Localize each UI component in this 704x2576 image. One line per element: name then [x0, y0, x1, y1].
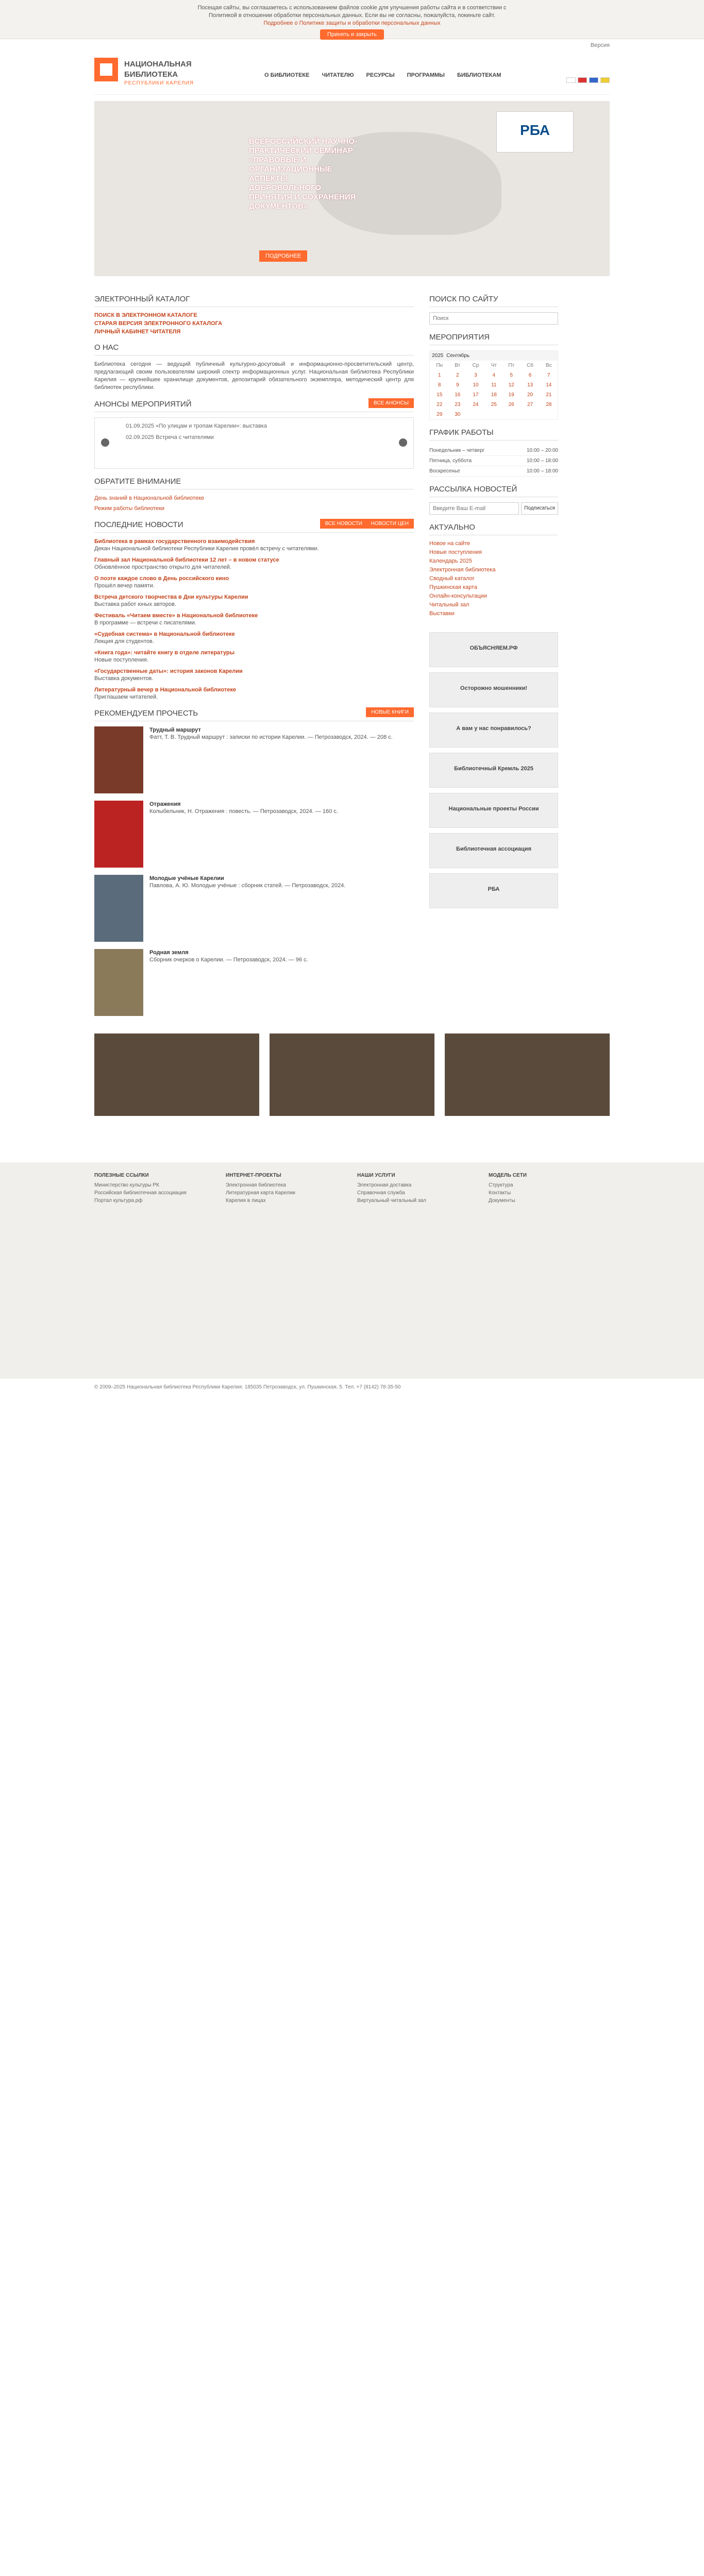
footer-link[interactable]: Электронная библиотека	[226, 1182, 286, 1188]
book-title[interactable]: Родная земля	[149, 950, 189, 956]
calendar-day[interactable]: 15	[437, 392, 443, 398]
cookie-accept-button[interactable]: Принять и закрыть	[320, 29, 384, 40]
calendar-day[interactable]	[485, 410, 502, 419]
attention-link[interactable]: День знаний в Национальной библиотеке	[94, 495, 205, 501]
calendar-day[interactable]: 26	[508, 402, 514, 408]
schedule-hours: 10:00 – 20:00	[526, 448, 558, 453]
news-item	[94, 538, 414, 552]
schedule-days: Понедельник – четверг	[429, 448, 485, 453]
news-text: Приглашаем читателей.	[94, 694, 158, 700]
calendar-day[interactable]: 1	[438, 372, 441, 378]
banner-item[interactable]: А вам у нас понравилось?	[429, 713, 558, 748]
news-text: Декан Национальной библиотеки Республики Карелия провёл встречу с читателями.	[94, 546, 319, 552]
footer-heading: НАШИ УСЛУГИ	[357, 1173, 395, 1178]
news-link[interactable]: Главный зал Национальной библиотеки 12 лет – в новом статусе	[94, 557, 279, 563]
bottom-gallery	[94, 1033, 610, 1122]
anons-title	[94, 400, 414, 412]
recommend-title-text: РЕКОМЕНДУЕМ ПРОЧЕСТЬ	[94, 709, 198, 718]
news-link[interactable]: Фестиваль «Читаем вместе» в Национальной библиотеке	[94, 613, 258, 619]
slider-text: ВСЕРОССИЙСКИЙ НАУЧНО-ПРАКТИЧЕСКИЙ СЕМИНАР «ПРАВОВЫЕ И ОРГАНИЗАЦИОННЫЕ АСПЕКТЫ ДОБРОВОЛЬНОГО ПРИНЯТИЯ И СОХРАНЕНИЯ ДОКУМЕНТОВ»	[249, 137, 357, 211]
calendar-day[interactable]: 6	[528, 372, 532, 378]
actual-link[interactable]: Электронная библиотека	[429, 567, 496, 573]
weekday-label: Вс	[545, 363, 552, 368]
flag-icon[interactable]	[578, 77, 587, 83]
book-text: Фатт, Т. В. Трудный маршрут : записки по истории Карелии. — Петрозаводск, 2024. — 208 с.	[149, 734, 393, 740]
footer-link[interactable]: Контакты	[489, 1190, 511, 1196]
menu-item-resources[interactable]: РЕСУРСЫ	[366, 72, 395, 78]
menu-item-programs[interactable]: ПРОГРАММЫ	[407, 72, 445, 78]
book-title[interactable]: Отражения	[149, 801, 181, 807]
news-text: Выставка работ юных авторов.	[94, 601, 177, 607]
banner-item[interactable]: Осторожно мошенники!	[429, 672, 558, 707]
news-link[interactable]: «Судебная система» в Национальной библиотеке	[94, 631, 235, 637]
book-title[interactable]: Молодые учёные Карелии	[149, 875, 224, 882]
footer-column	[489, 1173, 610, 1368]
weekday-label: Сб	[527, 363, 534, 368]
footer-column	[94, 1173, 215, 1368]
news-list	[94, 538, 414, 701]
actual-link[interactable]: Новые поступления	[429, 549, 482, 555]
actual-list	[429, 540, 558, 617]
rba-logo: РБА	[496, 111, 574, 152]
main-menu	[264, 72, 501, 78]
footer-heading: ИНТЕРНЕТ-ПРОЕКТЫ	[226, 1173, 281, 1178]
main-column	[94, 286, 414, 1023]
version-link[interactable]: Версия	[590, 42, 610, 48]
search-title: ПОИСК ПО САЙТУ	[429, 295, 558, 307]
copyright: © 2009–2025 Национальная библиотека Республики Карелия. 185035 Петрозаводск, ул. Пушкинская, 5. Тел. +7 (8142) 78-35-50	[94, 1384, 401, 1390]
weekday-label: Чт	[491, 363, 497, 368]
cookie-text: Посещая сайты, вы соглашаетесь с использованием файлов cookie для улучшения работы сайта и в соответствии с Политикой в отношении обработки персональных данных. Если вы не согласны, пожалуйста, покиньте сайт.	[197, 5, 507, 19]
news-link[interactable]: «Государственные даты»: история законов Карелии	[94, 668, 243, 674]
calendar-day[interactable]: 12	[508, 382, 514, 388]
news-link[interactable]: «Книга года»: читайте книгу в отделе литературы	[94, 650, 235, 656]
calendar-day[interactable]: 11	[491, 382, 497, 388]
calendar-year[interactable]: 2025	[432, 353, 444, 359]
actual-link[interactable]: Сводный каталог	[429, 575, 475, 582]
news-text: В программе — встречи с писателями.	[94, 620, 197, 626]
footer-link[interactable]: Карелия в лицах	[226, 1198, 266, 1204]
calendar-day[interactable]: 23	[455, 402, 461, 408]
news-item	[94, 594, 414, 608]
news-text: Новые поступления.	[94, 657, 148, 663]
actual-link[interactable]: Читальный зал	[429, 602, 470, 608]
menu-item-reader[interactable]: ЧИТАТЕЛЮ	[322, 72, 354, 78]
book-info	[149, 949, 308, 1016]
logo-title: НАЦИОНАЛЬНАЯ	[124, 60, 192, 69]
weekday-label: Пн	[436, 363, 443, 368]
footer-link[interactable]: Документы	[489, 1198, 515, 1204]
calendar-day[interactable]: 9	[456, 382, 459, 388]
site-header	[94, 50, 610, 95]
calendar-day[interactable]: 28	[546, 402, 552, 408]
calendar-day[interactable]: 8	[438, 382, 441, 388]
schedule-title: ГРАФИК РАБОТЫ	[429, 428, 558, 440]
news-link[interactable]: Встреча детского творчества в Дни культуры Карелии	[94, 594, 248, 600]
hero-slider[interactable]	[94, 101, 610, 276]
book-info	[149, 726, 393, 793]
actual-title: АКТУАЛЬНО	[429, 523, 558, 535]
calendar-day[interactable]	[540, 410, 558, 419]
calendar-month[interactable]: Сентябрь	[446, 353, 470, 359]
calendar-day[interactable]: 5	[510, 372, 513, 378]
banner-item[interactable]: РБА	[429, 873, 558, 908]
banner-item[interactable]: Национальные проекты России	[429, 793, 558, 828]
subscribe-button[interactable]: Подписаться	[521, 502, 558, 515]
news-link[interactable]: О поэте каждое слово в День российского кино	[94, 575, 229, 582]
actual-link[interactable]: Выставки	[429, 611, 455, 617]
news-link[interactable]: Литературный вечер в Национальной библиотеке	[94, 687, 236, 693]
footer-link[interactable]: Виртуальный читальный зал	[357, 1198, 426, 1204]
flag-icon[interactable]	[566, 77, 576, 83]
news-item	[94, 649, 414, 664]
gallery-item[interactable]: Собрание редких книг	[94, 1033, 259, 1116]
slider-more-button[interactable]: ПОДРОБНЕЕ	[259, 250, 307, 262]
book-cover[interactable]	[94, 875, 143, 942]
calendar-day[interactable]: 14	[546, 382, 552, 388]
schedule-row	[429, 446, 558, 456]
news-cen-button[interactable]: НОВОСТИ ЦЕН	[366, 519, 414, 529]
catalog-title: ЭЛЕКТРОННЫЙ КАТАЛОГ	[94, 295, 414, 307]
email-field[interactable]	[429, 502, 519, 515]
calendar-day[interactable]: 13	[527, 382, 533, 388]
calendar-day[interactable]: 16	[455, 392, 461, 398]
calendar-day[interactable]	[466, 410, 485, 419]
all-anons-button[interactable]: ВСЕ АНОНСЫ	[368, 398, 414, 408]
flag-icon[interactable]	[589, 77, 598, 83]
attention-link[interactable]: Режим работы библиотеки	[94, 505, 165, 512]
schedule-table	[429, 446, 558, 477]
book-item	[94, 875, 414, 942]
recommend-title	[94, 709, 414, 721]
calendar-day[interactable]: 22	[437, 402, 443, 408]
calendar-day[interactable]: 17	[473, 392, 479, 398]
all-news-button[interactable]: ВСЕ НОВОСТИ	[320, 519, 367, 529]
weekday-label: Пт	[508, 363, 515, 368]
calendar-day[interactable]: 7	[547, 372, 550, 378]
book-title[interactable]: Трудный маршрут	[149, 727, 201, 733]
news-text: Обновлённое пространство открыто для читателей.	[94, 564, 231, 570]
news-title-text: ПОСЛЕДНИЕ НОВОСТИ	[94, 520, 183, 529]
catalog-link[interactable]: СТАРАЯ ВЕРСИЯ ЭЛЕКТРОННОГО КАТАЛОГА	[94, 320, 223, 327]
about-title: О НАС	[94, 343, 414, 355]
footer-link[interactable]: Структура	[489, 1182, 513, 1188]
news-item	[94, 575, 414, 589]
schedule-row	[429, 466, 558, 477]
book-text: Сборник очерков о Карелии. — Петрозаводск, 2024. — 96 с.	[149, 957, 308, 963]
site-logo[interactable]	[94, 58, 259, 87]
actual-link[interactable]: Пушкинская карта	[429, 584, 478, 590]
anons-item[interactable]: 01.09.2025 «По улицам и тропам Карелии»: выставка	[126, 423, 267, 429]
footer-link[interactable]: Справочная служба	[357, 1190, 405, 1196]
anons-item[interactable]: 02.09.2025 Встреча с читателями	[126, 434, 214, 440]
schedule-days: Воскресенье	[429, 468, 460, 474]
schedule-hours: 10:00 – 18:00	[526, 458, 558, 464]
weekday-label: Вт	[455, 363, 461, 368]
anons-title-text: АНОНСЫ МЕРОПРИЯТИЙ	[94, 400, 192, 409]
banner-item[interactable]: Библиотечная ассоциация	[429, 833, 558, 868]
calendar-day[interactable]	[521, 410, 540, 419]
banner-item[interactable]: Библиотечный Кремль 2025	[429, 753, 558, 788]
book-cover[interactable]	[94, 949, 143, 1016]
events-calendar	[429, 350, 558, 420]
footer-heading: ПОЛЕЗНЫЕ ССЫЛКИ	[94, 1173, 149, 1178]
calendar-day[interactable]: 2	[456, 372, 459, 378]
schedule-days: Пятница, суббота	[429, 458, 472, 464]
schedule-row	[429, 456, 558, 466]
language-flags	[566, 77, 610, 83]
footer-link[interactable]: Портал культура.рф	[94, 1198, 143, 1204]
calendar-day[interactable]: 25	[491, 402, 497, 408]
banner-list	[429, 632, 558, 908]
news-text: Лекция для студентов.	[94, 638, 154, 645]
catalog-link[interactable]: ПОИСК В ЭЛЕКТРОННОМ КАТАЛОГЕ	[94, 312, 197, 318]
flag-icon[interactable]	[600, 77, 610, 83]
calendar-day[interactable]: 3	[474, 372, 477, 378]
schedule-hours: 10:00 – 18:00	[526, 468, 558, 474]
calendar-day[interactable]: 19	[508, 392, 514, 398]
about-text: Библиотека сегодня — ведущий публичный культурно-досуговый и информационно-просветительский центр, предлагающий своим пользователям широкий спектр информационных услуг. Национальная библиотека Республики Карелия — крупнейшее хранилище документов, депозитарий обязательного экземпляра, методический центр для библиотек республики.	[94, 361, 414, 391]
menu-item-about[interactable]: О БИБЛИОТЕКЕ	[264, 72, 310, 78]
attention-title: ОБРАТИТЕ ВНИМАНИЕ	[94, 477, 414, 489]
calendar-day[interactable]: 18	[491, 392, 497, 398]
calendar-day[interactable]: 30	[455, 412, 461, 417]
news-text: Прошёл вечер памяти.	[94, 583, 155, 589]
calendar-day[interactable]: 24	[473, 402, 479, 408]
footer-link[interactable]: Российская библиотечная ассоциация	[94, 1190, 187, 1196]
news-item	[94, 612, 414, 626]
calendar-day[interactable]: 20	[527, 392, 533, 398]
new-books-button[interactable]: НОВЫЕ КНИГИ	[366, 707, 414, 717]
calendar-day[interactable]: 21	[546, 392, 552, 398]
gallery-item[interactable]: Электронная библиотека	[270, 1033, 434, 1116]
book-text: Павлова, А. Ю. Молодые учёные : сборник статей. — Петрозаводск, 2024.	[149, 883, 346, 889]
search-input[interactable]	[429, 312, 558, 325]
catalog-link[interactable]: ЛИЧНЫЙ КАБИНЕТ ЧИТАТЕЛЯ	[94, 329, 181, 335]
actual-link[interactable]: Календарь 2025	[429, 558, 473, 564]
calendar-day[interactable]: 27	[527, 402, 533, 408]
arrow-right-icon[interactable]	[399, 438, 407, 447]
calendar-day[interactable]: 4	[492, 372, 496, 378]
news-link[interactable]: Библиотека в рамках государственного взаимодействия	[94, 538, 255, 545]
news-title	[94, 520, 414, 533]
news-text: Выставка документов.	[94, 675, 154, 682]
arrow-left-icon[interactable]	[101, 438, 109, 447]
news-item	[94, 686, 414, 701]
cookie-banner	[0, 0, 704, 39]
book-text: Колыбельник, Н. Отражения : повесть. — Петрозаводск, 2024. — 160 с.	[149, 808, 338, 815]
book-item	[94, 726, 414, 793]
gallery-item[interactable]: Коллекция редких изданий	[445, 1033, 610, 1116]
footer-column	[357, 1173, 478, 1368]
book-info	[149, 801, 338, 868]
news-item	[94, 631, 414, 645]
banner-item[interactable]: ОБЪЯСНЯЕМ.РФ	[429, 632, 558, 667]
footer-heading: МОДЕЛЬ СЕТИ	[489, 1173, 527, 1178]
calendar-day[interactable]: 10	[473, 382, 479, 388]
book-list	[94, 726, 414, 1016]
events-title: МЕРОПРИЯТИЯ	[429, 333, 558, 345]
logo-icon	[94, 58, 118, 81]
calendar-day[interactable]: 29	[437, 412, 443, 417]
subscribe-title: РАССЫЛКА НОВОСТЕЙ	[429, 485, 558, 497]
sidebar	[429, 286, 558, 1023]
calendar-day[interactable]	[502, 410, 521, 419]
footer-link[interactable]: Министерство культуры РК	[94, 1182, 159, 1188]
anons-carousel	[94, 417, 414, 469]
news-item	[94, 668, 414, 682]
footer-link[interactable]: Литературная карта Карелии	[226, 1190, 295, 1196]
logo-title2: БИБЛИОТЕКА	[124, 70, 178, 79]
actual-link[interactable]: Онлайн-консультации	[429, 593, 487, 599]
cookie-policy-link[interactable]: Подробнее о Политике защиты и обработки персональных данных	[263, 20, 441, 26]
news-item	[94, 556, 414, 571]
menu-item-libraries[interactable]: БИБЛИОТЕКАМ	[457, 72, 501, 78]
logo-subtitle: РЕСПУБЛИКИ КАРЕЛИЯ	[124, 80, 194, 86]
book-item	[94, 801, 414, 868]
book-cover[interactable]	[94, 801, 143, 868]
book-info	[149, 875, 345, 942]
weekday-label: Ср	[472, 363, 479, 368]
book-item	[94, 949, 414, 1016]
footer-link[interactable]: Электронная доставка	[357, 1182, 412, 1188]
footer-column	[226, 1173, 347, 1368]
site-footer	[0, 1162, 704, 1379]
actual-link[interactable]: Новое на сайте	[429, 540, 471, 547]
book-cover[interactable]	[94, 726, 143, 793]
